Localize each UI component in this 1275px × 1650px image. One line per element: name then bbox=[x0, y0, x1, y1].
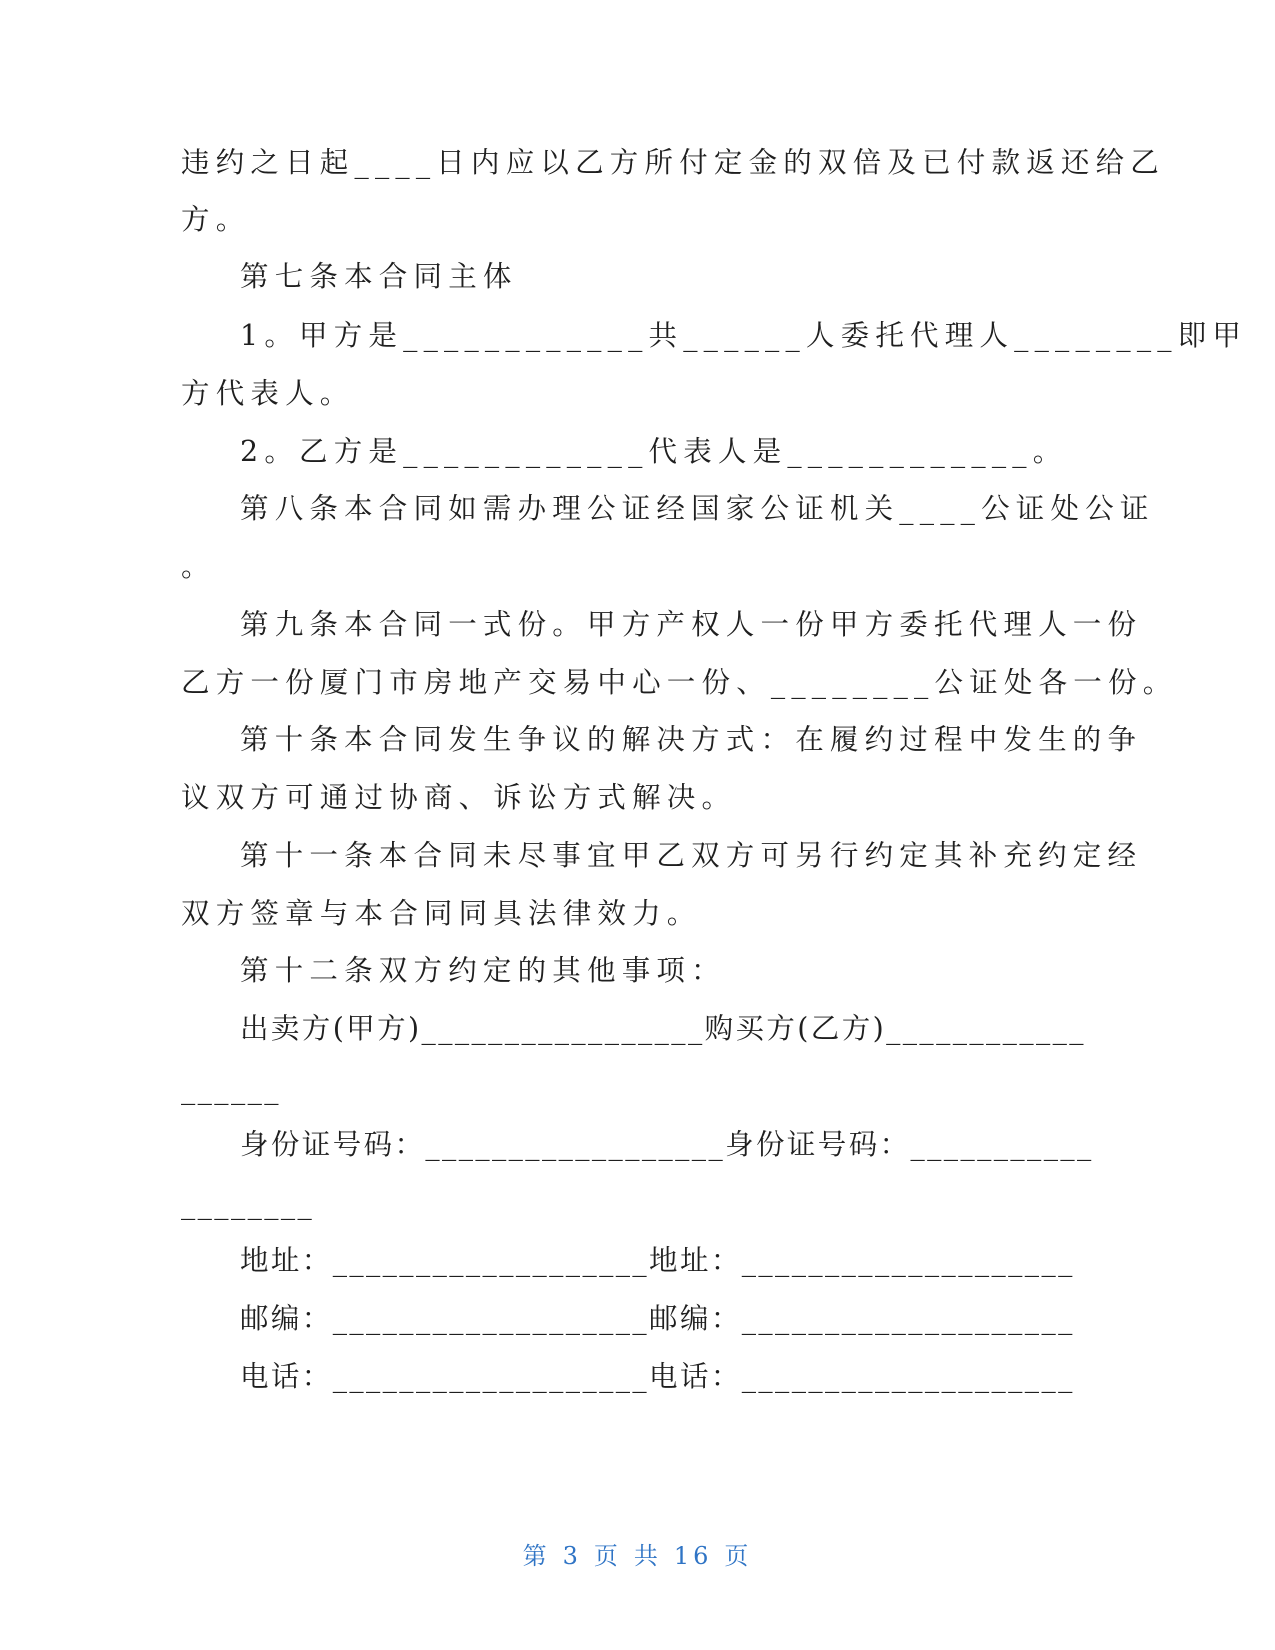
paragraph-line: 乙方一份厦门市房地产交易中心一份、________公证处各一份。 bbox=[181, 666, 1178, 699]
paragraph-line: 。 bbox=[181, 550, 216, 583]
paragraph-line: 方。 bbox=[181, 203, 251, 236]
paragraph-line: 议双方可通过协商、诉讼方式解决。 bbox=[181, 781, 737, 814]
paragraph-line: 第十一条本合同未尽事宜甲乙双方可另行约定其补充约定经 bbox=[240, 839, 1143, 872]
page-label: 第 bbox=[522, 1542, 551, 1570]
paragraph-line: 双方签章与本合同同具法律效力。 bbox=[181, 897, 702, 930]
paragraph-line: 第十条本合同发生争议的解决方式：在履约过程中发生的争 bbox=[240, 723, 1143, 756]
signature-line-continuation: ______ bbox=[181, 1072, 281, 1105]
total-page-number: 16 bbox=[673, 1542, 713, 1570]
signature-line-id: 身份证号码：__________________身份证号码：___________ bbox=[240, 1128, 1094, 1161]
signature-line-postcode: 邮编：___________________邮编：____________________ bbox=[240, 1302, 1075, 1335]
page-unit-2: 页 bbox=[724, 1542, 753, 1570]
paragraph-line: 2。乙方是____________代表人是____________。 bbox=[240, 435, 1068, 468]
total-label: 共 bbox=[633, 1542, 662, 1570]
paragraph-line: 1。甲方是____________共______人委托代理人________即甲 bbox=[240, 319, 1248, 352]
signature-line-parties: 出卖方(甲方)_________________购买方(乙方)____________ bbox=[240, 1012, 1086, 1045]
signature-line-phone: 电话：___________________电话：____________________ bbox=[240, 1360, 1075, 1393]
paragraph-line: 违约之日起____日内应以乙方所付定金的双倍及已付款返还给乙 bbox=[181, 146, 1166, 179]
page-footer bbox=[0, 1536, 1275, 1576]
signature-line-continuation: ________ bbox=[181, 1187, 315, 1220]
section-heading: 第七条本合同主体 bbox=[240, 260, 518, 293]
section-heading: 第十二条双方约定的其他事项： bbox=[240, 954, 726, 987]
page-unit: 页 bbox=[593, 1542, 622, 1570]
paragraph-line: 第八条本合同如需办理公证经国家公证机关____公证处公证 bbox=[240, 492, 1155, 525]
paragraph-line: 第九条本合同一式份。甲方产权人一份甲方委托代理人一份 bbox=[240, 608, 1143, 641]
paragraph-line: 方代表人。 bbox=[181, 377, 355, 410]
signature-line-address: 地址：___________________地址：____________________ bbox=[240, 1244, 1075, 1277]
current-page-number: 3 bbox=[562, 1542, 582, 1570]
